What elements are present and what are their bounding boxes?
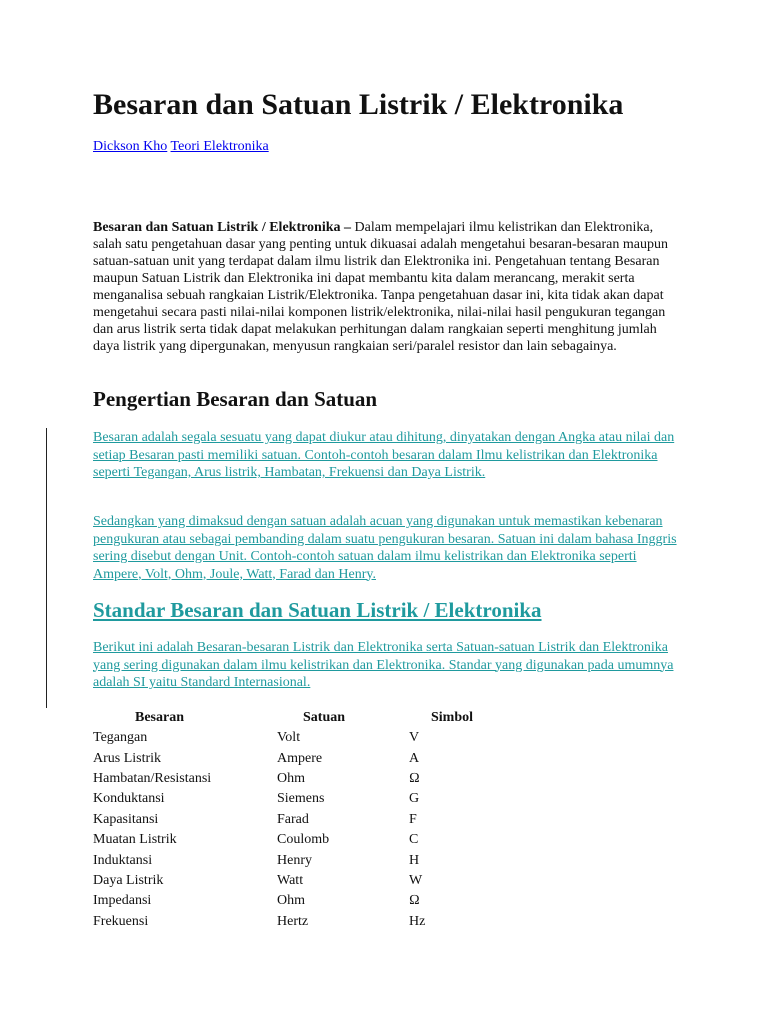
author-link[interactable]: Dickson Kho: [93, 139, 168, 154]
besaran-definition-link[interactable]: Besaran adalah segala sesuatu yang dapat diukur atau dihitung, dinyatakan dengan Angka atau nilai dan setiap Besaran pasti memiliki satuan. Contoh-contoh besaran dalam Ilmu kelistrikan dan Elektronika seperti Tegangan, Arus listrik, Hambatan, Frekuensi dan Daya Listrik.: [93, 430, 675, 480]
page-title: Besaran dan Satuan Listrik / Elektronika: [93, 88, 624, 121]
table-row: [93, 891, 521, 911]
cell-simbol: H: [409, 852, 420, 868]
cell-simbol: F: [409, 811, 417, 827]
table-row: [93, 769, 521, 789]
section-heading-standar-link[interactable]: Standar Besaran dan Satuan Listrik / Elektronika: [93, 598, 542, 622]
standar-intro-link[interactable]: Berikut ini adalah Besaran-besaran Listrik dan Elektronika serta Satuan-satuan Listrik dan Elektronika yang sering digunakan dalam ilmu kelistrikan dan Elektronika. Standar yang digunakan pada umumnya adalah SI yaitu Standard Internasional.: [93, 640, 674, 690]
cell-satuan: Farad: [277, 811, 309, 827]
units-table-body: [93, 728, 521, 932]
intro-body: Dalam mempelajari ilmu kelistrikan dan Elektronika, salah satu pengetahuan dasar yang penting untuk dikuasai adalah mengetahui besaran-besaran maupun satuan-satuan unit yang terdapat dalam ilmu listrik dan Elektronika ini. Pengetahuan tentang Besaran maupun Satuan Listrik dan Elektronika ini dapat membantu kita dalam merancang, merakit serta menganalisa sebuah rangkaian Listrik/Elektronika. Tanpa pengetahuan dasar ini, kita tidak akan dapat mengetahui secara pasti nilai-nilai komponen listrik/elektronika, nilai-nilai hasil pengukuran tegangan dan arus listrik serta tidak dapat melakukan perhitungan dalam rangkaian seperti menghitung jumlah daya listrik yang dipergunakan, menyusun rangkaian seri/paralel resistor dan lain sebagainya.: [93, 220, 668, 354]
intro-lead: Besaran dan Satuan Listrik / Elektronika –: [93, 220, 352, 235]
cell-simbol: A: [409, 750, 420, 766]
cell-satuan: Ohm: [277, 893, 305, 909]
cell-simbol: Ω: [409, 893, 420, 909]
units-table: [93, 708, 521, 932]
table-row: [93, 810, 521, 830]
header-simbol: Simbol: [431, 710, 474, 725]
table-header-row: [93, 708, 521, 728]
cell-satuan: Volt: [277, 730, 301, 746]
cell-simbol: W: [409, 872, 423, 888]
cell-satuan: Hertz: [277, 913, 309, 929]
category-link[interactable]: Teori Elektronika: [170, 139, 269, 154]
table-row: [93, 912, 521, 932]
satuan-definition-link[interactable]: Sedangkan yang dimaksud dengan satuan adalah acuan yang digunakan untuk memastikan kebenaran pengukuran atau sebagai pembanding dalam suatu pengukuran besaran. Satuan ini dalam bahasa Inggris sering disebut dengan Unit. Contoh-contoh satuan dalam ilmu kelistrikan dan Elektronika seperti Ampere, Volt, Ohm, Joule, Watt, Farad dan Henry.: [93, 514, 677, 582]
table-row: [93, 850, 521, 870]
cell-simbol: Hz: [409, 913, 426, 929]
header-satuan: Satuan: [303, 710, 346, 725]
table-row: [93, 728, 521, 748]
cell-satuan: Ohm: [277, 770, 305, 786]
table-row: [93, 748, 521, 768]
section-heading-pengertian: Pengertian Besaran dan Satuan: [93, 387, 378, 411]
cell-besaran: Muatan Listrik: [93, 832, 177, 848]
cell-simbol: C: [409, 832, 419, 848]
cell-simbol: V: [409, 730, 420, 746]
cell-satuan: Coulomb: [277, 832, 330, 848]
table-row: [93, 830, 521, 850]
cell-besaran: Hambatan/Resistansi: [93, 770, 212, 786]
cell-satuan: Ampere: [277, 750, 323, 766]
cell-simbol: G: [409, 791, 420, 807]
cell-satuan: Siemens: [277, 791, 325, 807]
cell-satuan: Henry: [277, 852, 312, 868]
byline: [93, 138, 269, 156]
cell-simbol: Ω: [409, 770, 420, 786]
cell-besaran: Kapasitansi: [93, 811, 159, 827]
cell-besaran: Daya Listrik: [93, 872, 164, 888]
cell-besaran: Arus Listrik: [93, 750, 162, 766]
cell-satuan: Watt: [277, 872, 304, 888]
cell-besaran: Frekuensi: [93, 913, 149, 929]
cell-besaran: Induktansi: [93, 852, 153, 868]
table-row: [93, 871, 521, 891]
header-besaran: Besaran: [135, 710, 184, 725]
table-row: [93, 789, 521, 809]
intro-paragraph: [93, 219, 679, 355]
cell-besaran: Impedansi: [93, 893, 152, 909]
cell-besaran: Konduktansi: [93, 791, 165, 807]
change-bar: [46, 428, 47, 708]
cell-besaran: Tegangan: [93, 730, 148, 746]
